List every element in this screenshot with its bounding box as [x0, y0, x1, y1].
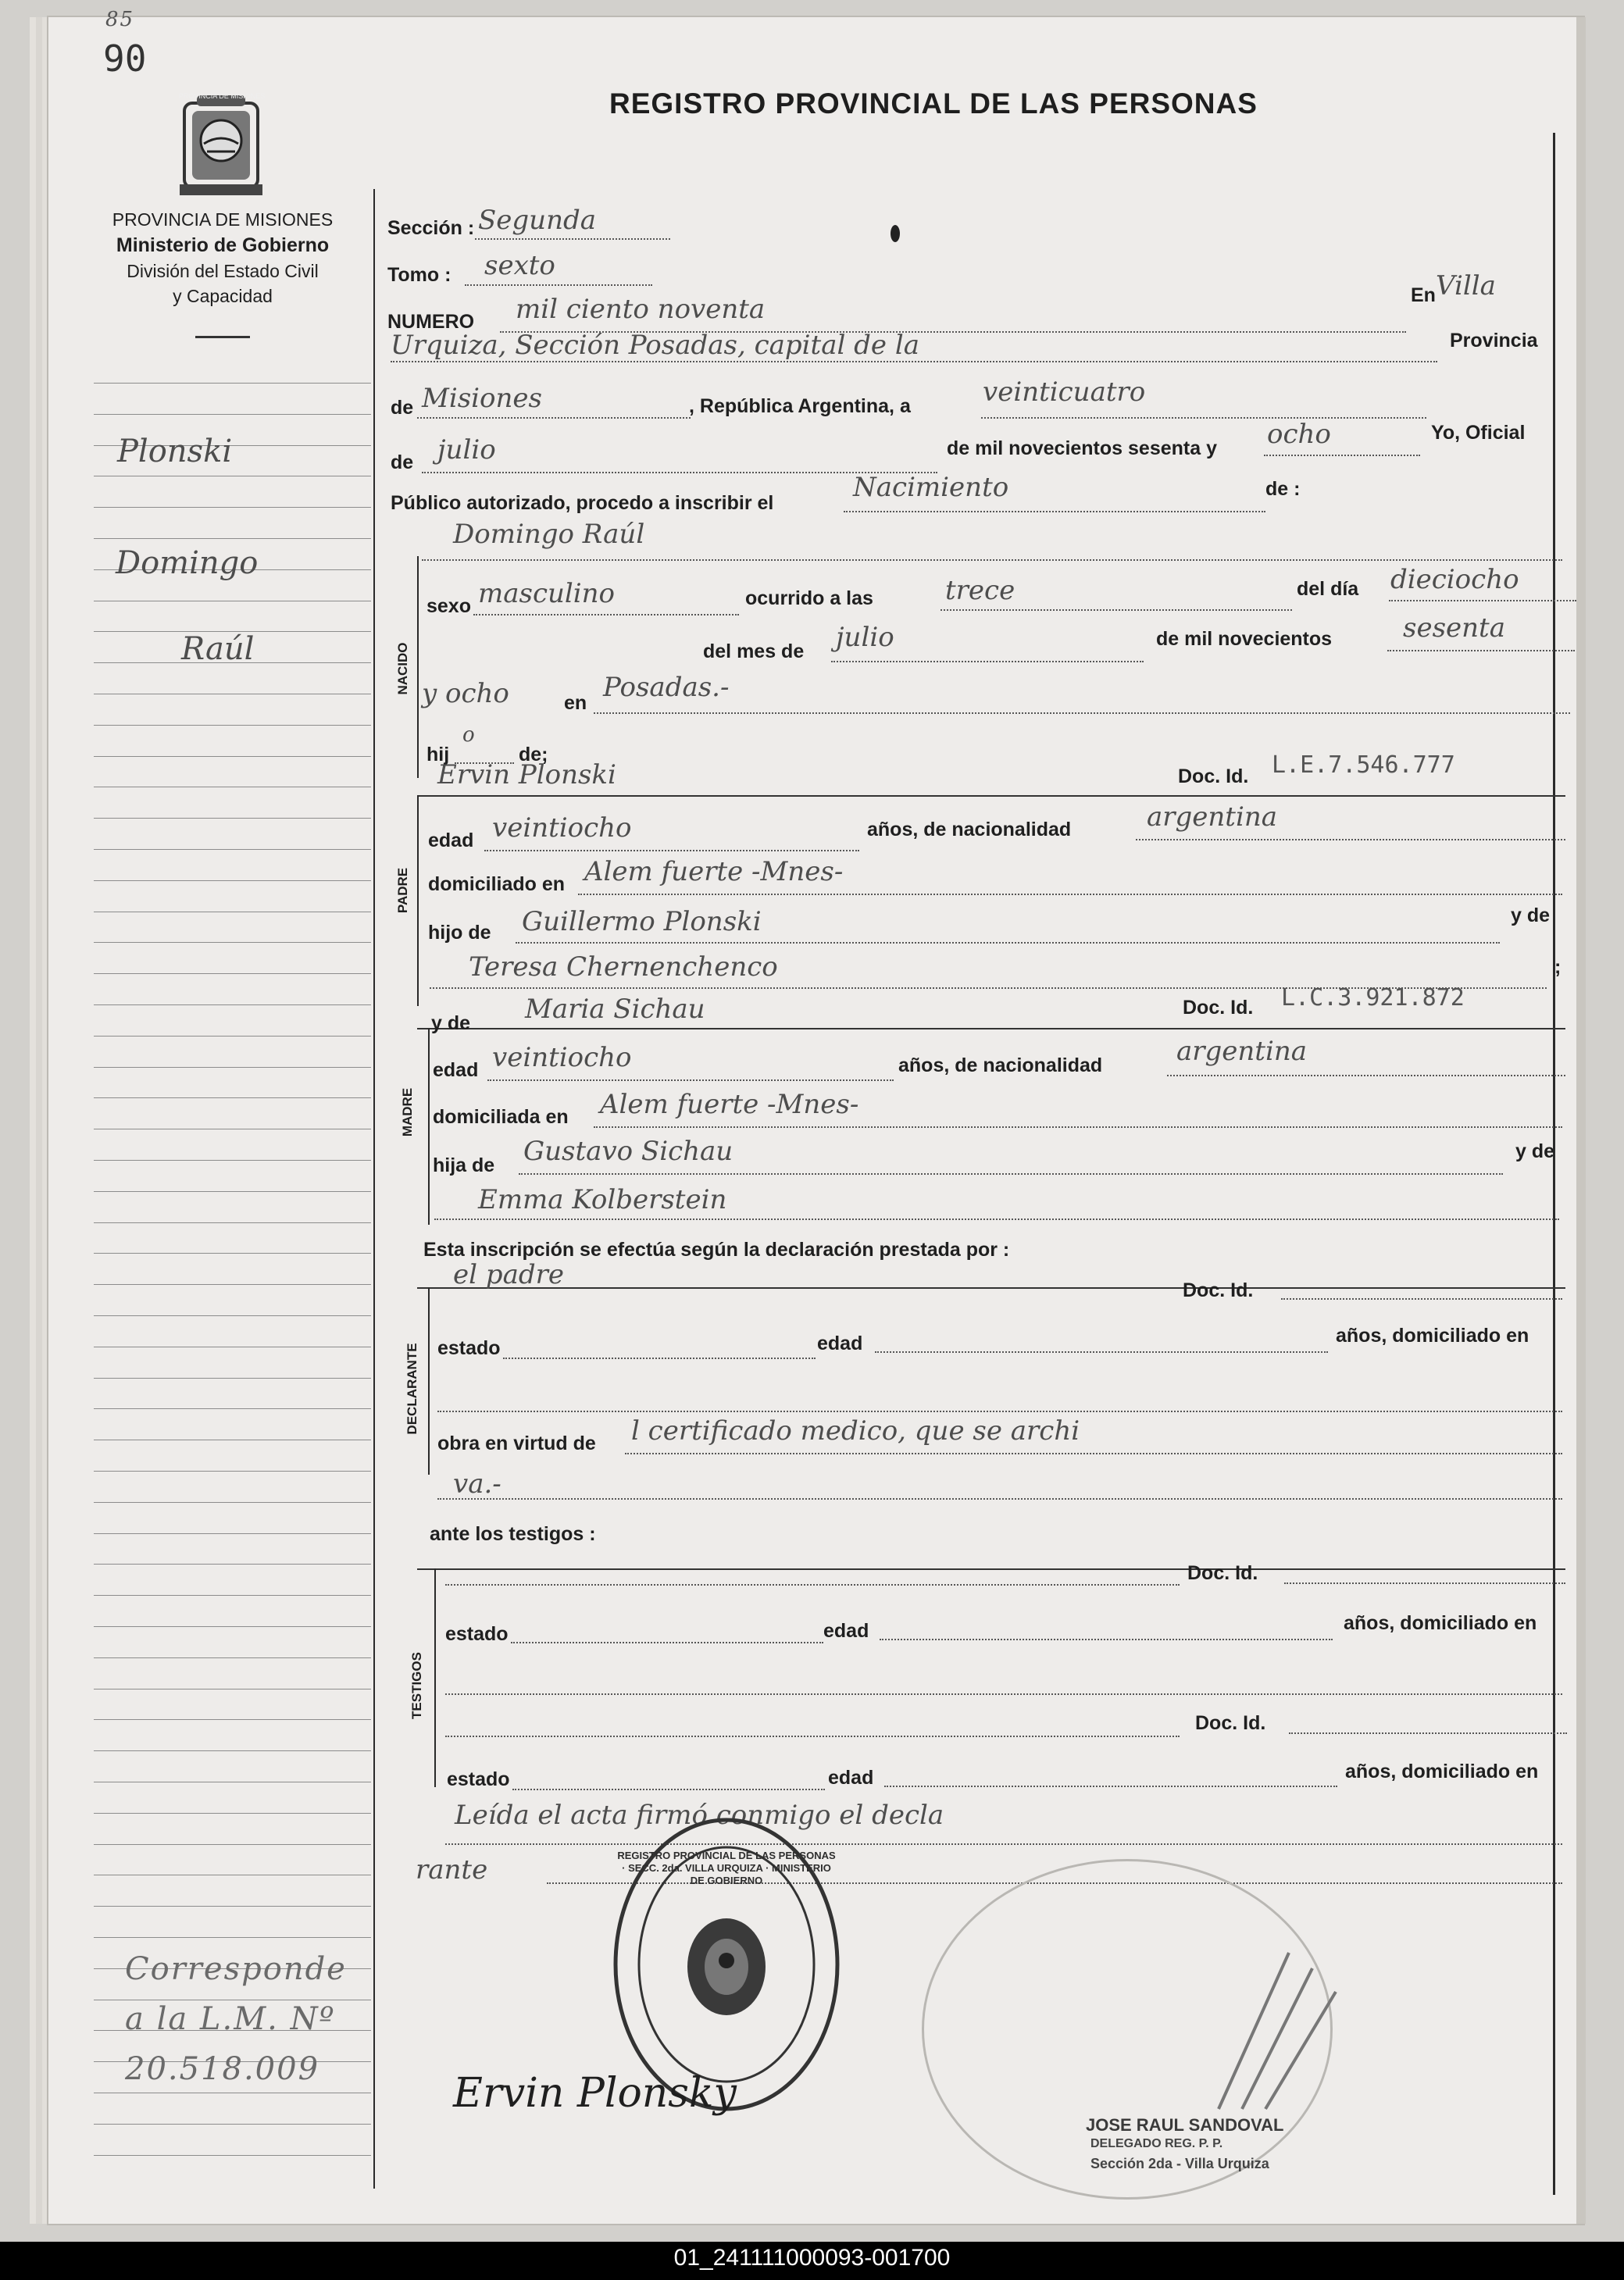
padre-doc-value: L.E.7.546.777 — [1272, 751, 1455, 779]
round-seal-text: REGISTRO PROVINCIAL DE LAS PERSONAS · SECC. 2da. VILLA URQUIZA · MINISTERIO DE GOBIERNO — [617, 1850, 836, 1886]
header-rule — [195, 336, 250, 338]
closing-text-2: rante — [416, 1854, 488, 1886]
margin-rule-line — [94, 880, 371, 881]
madre-bracket — [428, 1028, 430, 1225]
madre-edad-value: veintiocho — [492, 1042, 632, 1073]
nacido-en-label: en — [564, 692, 587, 714]
mil-label: de mil novecientos — [1156, 628, 1333, 650]
madre-hija-label: hija de — [433, 1154, 495, 1176]
testigo2-anos-label: años, domiciliado en — [1345, 1761, 1539, 1782]
ink-mark — [891, 225, 900, 242]
obra-value: l certificado medico, que se archi — [631, 1415, 1080, 1447]
folio-number: 90 — [103, 37, 147, 80]
margin-note-line1: Corresponde — [125, 1951, 347, 1987]
margin-rule-line — [94, 414, 371, 415]
province-line — [417, 417, 691, 419]
padre-edad-label: edad — [428, 830, 474, 851]
padre-dom-value: Alem fuerte -Mnes- — [584, 856, 844, 887]
locality-value: Urquiza, Sección Posadas, capital de la — [391, 330, 919, 361]
madre-mother-value: Emma Kolberstein — [478, 1184, 727, 1215]
testigos-top-rule — [417, 1568, 1565, 1570]
sexo-value: masculino — [478, 578, 616, 609]
testigos-label: TESTIGOS — [409, 1652, 424, 1719]
folio-top: 85 — [105, 8, 135, 31]
hijo-suffix: o — [462, 723, 475, 747]
padre-dom-line — [578, 894, 1562, 895]
republica-label: , República Argentina, a — [689, 395, 911, 417]
mes-line — [831, 661, 1144, 662]
padre-edad-value: veintiocho — [492, 812, 632, 844]
de-label: de — [391, 397, 414, 419]
testigo2-doc-label: Doc. Id. — [1195, 1712, 1266, 1734]
margin-rule-line — [94, 1937, 371, 1938]
padre-nac-value: argentina — [1147, 801, 1278, 833]
margin-note-line2: a la L.M. Nº — [125, 2001, 336, 2037]
act-value: Nacimiento — [853, 472, 1009, 503]
margin-rule-line — [94, 538, 371, 539]
padre-edad-line — [484, 850, 859, 851]
margin-rule-line — [94, 1813, 371, 1814]
declarante-intro: Esta inscripción se efectúa según la declaración prestada por : — [423, 1239, 1010, 1261]
seal-text: PROVINCIA DE MISIONES — [178, 92, 266, 100]
de2-label: de — [391, 451, 414, 473]
padre-top-rule — [417, 795, 1565, 797]
testigo1-edad-line — [880, 1639, 1333, 1640]
pen-scribble — [1203, 1929, 1359, 2117]
seccion-label: Sección : — [387, 217, 475, 239]
margin-rule-line — [94, 1378, 371, 1379]
testigos-intro: ante los testigos : — [430, 1523, 596, 1545]
margin-rule-line — [94, 818, 371, 819]
officer-title: DELEGADO REG. P. P. — [1090, 2137, 1223, 2150]
officer-office: Sección 2da - Villa Urquiza — [1090, 2156, 1269, 2171]
madre-mother-line — [434, 1218, 1559, 1220]
officer-name: JOSE RAUL SANDOVAL — [1086, 2115, 1284, 2135]
margin-rule-line — [94, 1657, 371, 1658]
madre-father-value: Gustavo Sichau — [523, 1136, 733, 1167]
right-divider — [1553, 133, 1555, 2195]
madre-top-rule — [417, 1028, 1565, 1029]
publico-label: Público autorizado, procedo a inscribir el — [391, 492, 774, 514]
madre-dom-value: Alem fuerte -Mnes- — [600, 1089, 859, 1120]
testigo2-estado-label: estado — [447, 1768, 510, 1790]
padre-father-value: Guillermo Plonski — [522, 906, 762, 937]
madre-name-value: Maria Sichau — [525, 994, 705, 1025]
nacido-label: NACIDO — [395, 642, 410, 695]
madre-dom-line — [594, 1126, 1562, 1128]
page-title: REGISTRO PROVINCIAL DE LAS PERSONAS — [609, 87, 1258, 120]
padre-nac-line — [1136, 839, 1565, 840]
declarante-top-rule — [417, 1287, 1565, 1289]
margin-rule-line — [94, 1191, 371, 1192]
testigo1-doc-label: Doc. Id. — [1187, 1562, 1258, 1584]
declarante-doc-line — [1281, 1298, 1562, 1300]
dia-value: dieciocho — [1390, 564, 1519, 595]
declarante-bracket — [428, 1287, 430, 1475]
division-line1: División del Estado Civil — [127, 261, 319, 281]
testigo1-name-line — [445, 1584, 1180, 1586]
margin-rule-line — [94, 1564, 371, 1565]
del-mes-label: del mes de — [703, 640, 805, 662]
testigo2-doc-line — [1289, 1732, 1567, 1734]
margin-rule-line — [94, 1533, 371, 1534]
madre-dom-label: domiciliada en — [433, 1106, 569, 1128]
margin-rule-line — [94, 1595, 371, 1596]
margin-divider — [373, 189, 375, 2189]
mes-value: julio — [836, 622, 894, 653]
obra-line-2 — [437, 1498, 1562, 1500]
ministry-name: Ministerio de Gobierno — [116, 234, 330, 256]
page-edge — [1576, 17, 1586, 2224]
nacido-bracket — [417, 556, 419, 778]
margin-rule-line — [94, 1906, 371, 1907]
dia-line — [1389, 600, 1576, 601]
padre-name-value: Ervin Plonski — [437, 759, 616, 790]
declarante-estado-line — [503, 1358, 816, 1359]
margin-rule-line — [94, 1719, 371, 1720]
hora-value: trece — [945, 575, 1015, 606]
tomo-value: sexto — [484, 250, 555, 281]
numero-label: NUMERO — [387, 311, 475, 333]
margin-rule-line — [94, 1408, 371, 1409]
anio-line — [1387, 650, 1575, 651]
padre-father-line — [516, 942, 1500, 944]
margin-rule-line — [94, 1284, 371, 1285]
margin-name2: Raúl — [181, 631, 255, 667]
padre-nac-label: años, de nacionalidad — [867, 819, 1072, 840]
sexo-line — [473, 614, 739, 615]
margin-rule-line — [94, 1844, 371, 1845]
nacido-name-line — [422, 559, 1562, 561]
madre-label: MADRE — [400, 1087, 415, 1137]
margin-rule-line — [94, 2155, 371, 2156]
margin-rule-line — [94, 725, 371, 726]
anio-value: sesenta — [1403, 612, 1505, 644]
yo-oficial-label: Yo, Oficial — [1431, 422, 1526, 444]
padre-hijo-label: hijo de — [428, 922, 491, 944]
margin-rule-line — [94, 1315, 371, 1316]
ocurrido-label: ocurrido a las — [745, 587, 873, 609]
declarante-anos-label: años, domiciliado en — [1336, 1325, 1529, 1347]
testigo2-estado-line — [512, 1789, 825, 1790]
obra-label: obra en virtud de — [437, 1433, 596, 1454]
padre-bracket — [417, 795, 419, 1006]
declarante-dom-line — [437, 1411, 1562, 1412]
margin-rule-line — [94, 383, 371, 384]
margin-rule-line — [94, 942, 371, 943]
declarante-name-value: el padre — [453, 1259, 564, 1290]
testigo1-estado-line — [511, 1642, 823, 1643]
seccion-line — [475, 238, 670, 240]
del-dia-label: del día — [1297, 578, 1359, 600]
madre-father-line — [519, 1173, 1503, 1175]
declarante-label: DECLARANTE — [405, 1343, 419, 1435]
province-name: PROVINCIA DE MISIONES — [112, 209, 334, 230]
padre-semicolon: ; — [1554, 956, 1562, 978]
margin-rule-line — [94, 1253, 371, 1254]
lugar-value: Posadas.- — [603, 672, 730, 703]
margin-rule-line — [94, 1750, 371, 1751]
image-id-label: 01_241111000093-001700 — [673, 2245, 951, 2271]
closing-text-1: Leída el acta firmó conmigo el decla — [455, 1800, 944, 1831]
obra-line — [625, 1453, 1562, 1454]
madre-nac-line — [1167, 1075, 1565, 1076]
testigo1-estado-label: estado — [445, 1623, 509, 1645]
padre-doc-label: Doc. Id. — [1178, 765, 1249, 787]
tomo-line — [465, 284, 652, 286]
margin-note-line3: 20.518.009 — [125, 2051, 320, 2087]
margin-rule-line — [94, 973, 371, 974]
testigo1-anos-label: años, domiciliado en — [1344, 1612, 1537, 1634]
hora-line — [940, 609, 1292, 611]
declarante-estado-label: estado — [437, 1337, 501, 1359]
margin-rule-line — [94, 849, 371, 850]
margin-surname: Plonski — [117, 434, 233, 469]
declarante-edad-line — [875, 1351, 1328, 1353]
padre-yde-label: y de — [1511, 905, 1551, 926]
padre-dom-label: domiciliado en — [428, 873, 566, 895]
madre-doc-value: L.C.3.921.872 — [1281, 984, 1465, 1012]
en-label: En — [1411, 284, 1436, 306]
margin-rule-line — [94, 1502, 371, 1503]
en-value: Villa — [1436, 270, 1496, 302]
day-value: veinticuatro — [983, 376, 1146, 408]
madre-nac-label: años, de nacionalidad — [898, 1054, 1103, 1076]
padre-mother-value: Teresa Chernenchenco — [469, 951, 778, 983]
margin-rule-line — [94, 756, 371, 757]
year-value: ocho — [1267, 419, 1331, 450]
testigo1-doc-line — [1284, 1582, 1565, 1584]
testigo2-edad-label: edad — [828, 1767, 874, 1789]
act-line — [844, 511, 1265, 512]
margin-rule-line — [94, 1626, 371, 1627]
testigo2-name-line — [445, 1736, 1180, 1737]
declarant-signature: Ervin Plonsky — [453, 2070, 737, 2117]
madre-nac-value: argentina — [1176, 1036, 1308, 1067]
madre-yde2-label: y de — [1515, 1140, 1555, 1162]
testigos-bracket — [434, 1568, 436, 1787]
month-value: julio — [437, 434, 496, 466]
anio-value-2: y ocho — [422, 678, 509, 709]
margin-rule-line — [94, 1471, 371, 1472]
margin-rule-line — [94, 1160, 371, 1161]
margin-rule-line — [94, 1222, 371, 1223]
testigo1-edad-label: edad — [823, 1620, 869, 1642]
division-line2: y Capacidad — [173, 286, 273, 306]
padre-label: PADRE — [395, 867, 410, 914]
hijo-label: hij — [427, 744, 450, 765]
margin-rule-line — [94, 1036, 371, 1037]
numero-value: mil ciento noventa — [516, 294, 766, 325]
margin-rule-line — [94, 1004, 371, 1005]
obra-value-2: va.- — [453, 1468, 501, 1500]
tomo-label: Tomo : — [387, 264, 452, 286]
madre-edad-line — [487, 1079, 894, 1081]
de-colon-label: de : — [1265, 478, 1301, 500]
madre-edad-label: edad — [433, 1059, 479, 1081]
madre-doc-label: Doc. Id. — [1183, 997, 1254, 1019]
nacido-name-value: Domingo Raúl — [453, 519, 645, 550]
hijo-de-label: de; — [519, 744, 548, 765]
madre-yde-label: y de — [431, 1012, 471, 1034]
margin-name1: Domingo — [116, 545, 259, 581]
province-value: Misiones — [422, 383, 542, 414]
margin-rule-line — [94, 507, 371, 508]
declarante-edad-label: edad — [817, 1333, 863, 1354]
testigo2-edad-line — [884, 1786, 1337, 1787]
year-line — [1264, 455, 1420, 456]
seccion-value: Segunda — [478, 205, 597, 236]
day-line — [981, 417, 1426, 419]
declarante-doc-label: Doc. Id. — [1183, 1279, 1254, 1301]
margin-rule-line — [94, 1067, 371, 1068]
locality-line — [391, 361, 1437, 362]
provincia-label: Provincia — [1450, 330, 1538, 351]
sexo-label: sexo — [427, 595, 471, 617]
coat-of-arms-icon — [173, 92, 269, 202]
year-label: de mil novecientos sesenta y — [947, 437, 1217, 459]
lugar-line — [594, 712, 1570, 714]
margin-rule-line — [94, 2124, 371, 2125]
margin-rule-line — [94, 1097, 371, 1098]
testigo1-dom-line — [445, 1693, 1562, 1695]
